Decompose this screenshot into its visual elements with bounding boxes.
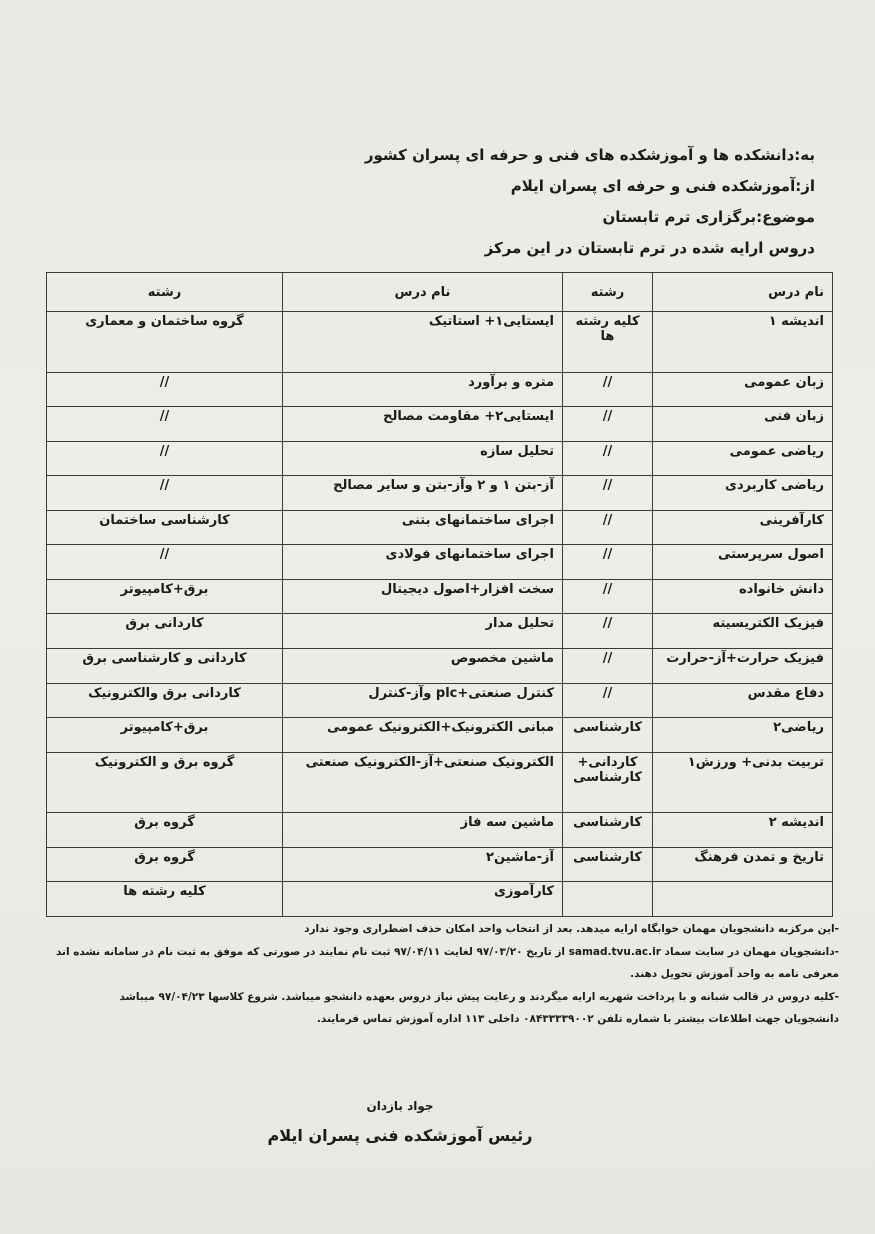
major-cell: // bbox=[563, 372, 653, 407]
course-name-cell: زبان عمومی bbox=[653, 372, 833, 407]
major-cell: کارشناسی bbox=[563, 813, 653, 848]
major-cell: کاردانی+ کارشناسی bbox=[563, 752, 653, 813]
table-row bbox=[47, 510, 833, 545]
notes-section bbox=[0, 918, 839, 1031]
major-cell: کارشناسی bbox=[563, 718, 653, 753]
course-name-cell: دانش خانواده bbox=[653, 579, 833, 614]
table-row bbox=[47, 545, 833, 580]
major-cell: کاردانی برق والکترونیک bbox=[47, 683, 283, 718]
course-name-cell: فیزیک الکتریسیته bbox=[653, 614, 833, 649]
table-row bbox=[47, 683, 833, 718]
major-cell: // bbox=[47, 545, 283, 580]
table-row bbox=[47, 813, 833, 848]
course-name-cell: ایستایی۱+ استاتیک bbox=[283, 312, 563, 373]
note-line: -کلیه دروس در قالب شبانه و با پرداخت شهریه ارایه میگردند و رعایت پیش نیاز دروس بعهده دانشجو میباشد. شروع کلاسها ۹۷/۰۴/۲۳ میباشد bbox=[119, 990, 839, 1003]
note-line: -دانشجویان مهمان در سایت سماد samad.tvu.ac.ir از تاریخ ۹۷/۰۳/۲۰ لغایت ۹۷/۰۴/۱۱ ثبت نام نمایند در صورتی که موفق به ثبت نام در سامانه نشده اند bbox=[55, 945, 839, 958]
course-name-cell: اجرای ساختمانهای فولادی bbox=[283, 545, 563, 580]
major-cell: کارشناسی bbox=[563, 847, 653, 882]
major-cell: // bbox=[563, 649, 653, 684]
sender-line: از:آموزشکده فنی و حرفه ای پسران ایلام bbox=[510, 177, 815, 195]
table-row bbox=[47, 441, 833, 476]
course-name-cell: تحلیل سازه bbox=[283, 441, 563, 476]
header-course-name-1: نام درس bbox=[653, 273, 833, 312]
major-cell: // bbox=[47, 407, 283, 442]
course-name-cell: ماشین مخصوص bbox=[283, 649, 563, 684]
course-name-cell: زبان فنی bbox=[653, 407, 833, 442]
course-name-cell: متره و برآورد bbox=[283, 372, 563, 407]
major-cell: // bbox=[47, 476, 283, 511]
table-row bbox=[47, 407, 833, 442]
intro-line: دروس ارایه شده در ترم تابستان در این مرکز bbox=[484, 239, 815, 257]
recipient-line: به:دانشکده ها و آموزشکده های فنی و حرفه ای پسران کشور bbox=[364, 146, 815, 164]
major-cell: کاردانی برق bbox=[47, 614, 283, 649]
major-cell: // bbox=[563, 510, 653, 545]
letter-header bbox=[55, 140, 815, 264]
courses-table bbox=[46, 272, 833, 917]
table-row bbox=[47, 649, 833, 684]
course-name-cell: تاریخ و تمدن فرهنگ bbox=[653, 847, 833, 882]
course-name-cell: مبانی الکترونیک+الکترونیک عمومی bbox=[283, 718, 563, 753]
signer-title: رئیس آموزشکده فنی پسران ایلام bbox=[267, 1126, 533, 1145]
major-cell: // bbox=[563, 545, 653, 580]
table-row bbox=[47, 847, 833, 882]
major-cell: برق+کامپیوتر bbox=[47, 579, 283, 614]
course-name-cell: آز-ماشین۲ bbox=[283, 847, 563, 882]
header-major-2: رشته bbox=[47, 273, 283, 312]
note-line: -این مرکزبه دانشجویان مهمان خوابگاه ارایه میدهد. بعد از انتخاب واحد امکان حذف اضطراری وجود ندارد bbox=[304, 923, 839, 935]
major-cell: گروه برق bbox=[47, 847, 283, 882]
table-row bbox=[47, 718, 833, 753]
major-cell: کارشناسی ساختمان bbox=[47, 510, 283, 545]
course-name-cell: دفاع مقدس bbox=[653, 683, 833, 718]
major-cell: // bbox=[563, 441, 653, 476]
course-name-cell: الکترونیک صنعتی+آز-الکترونیک صنعتی bbox=[283, 752, 563, 813]
table-row bbox=[47, 614, 833, 649]
course-name-cell: اندیشه ۱ bbox=[653, 312, 833, 373]
course-name-cell: تربیت بدنی+ ورزش۱ bbox=[653, 752, 833, 813]
major-cell: گروه برق bbox=[47, 813, 283, 848]
major-cell: کلیه رشته ها bbox=[47, 882, 283, 917]
signature-block bbox=[250, 1094, 550, 1154]
course-name-cell: اصول سرپرستی bbox=[653, 545, 833, 580]
course-name-cell: ریاضی۲ bbox=[653, 718, 833, 753]
major-cell: // bbox=[47, 441, 283, 476]
major-cell bbox=[563, 882, 653, 917]
course-name-cell bbox=[653, 882, 833, 917]
major-cell: // bbox=[563, 579, 653, 614]
course-name-cell: اندیشه ۲ bbox=[653, 813, 833, 848]
course-name-cell: فیزیک حرارت+آز-حرارت bbox=[653, 649, 833, 684]
course-name-cell: کنترل صنعتی+plc وآز-کنترل bbox=[283, 683, 563, 718]
course-name-cell: ایستایی۲+ مقاومت مصالح bbox=[283, 407, 563, 442]
note-line: معرفی نامه به واحد آموزش تحویل دهند. bbox=[630, 968, 839, 980]
major-cell: گروه برق و الکترونیک bbox=[47, 752, 283, 813]
major-cell: // bbox=[563, 407, 653, 442]
major-cell: // bbox=[563, 614, 653, 649]
course-name-cell: ریاضی عمومی bbox=[653, 441, 833, 476]
course-name-cell: ریاضی کاربردی bbox=[653, 476, 833, 511]
table-row bbox=[47, 752, 833, 813]
course-name-cell: کارآفرینی bbox=[653, 510, 833, 545]
major-cell: // bbox=[47, 372, 283, 407]
course-name-cell: اجرای ساختمانهای بتنی bbox=[283, 510, 563, 545]
note-line: دانشجویان جهت اطلاعات بیشتر با شماره تلفن ۰۸۴۳۳۳۳۹۰۰۲ داخلی ۱۱۳ اداره آموزش تماس فرمایند. bbox=[316, 1013, 839, 1025]
table-row bbox=[47, 312, 833, 373]
table-header-row bbox=[47, 273, 833, 312]
subject-line: موضوع:برگزاری ترم تابستان bbox=[602, 208, 815, 226]
major-cell: گروه ساختمان و معماری bbox=[47, 312, 283, 373]
table-row bbox=[47, 579, 833, 614]
major-cell: برق+کامپیوتر bbox=[47, 718, 283, 753]
major-cell: // bbox=[563, 683, 653, 718]
major-cell: // bbox=[563, 476, 653, 511]
course-name-cell: آز-بتن ۱ و ۲ وآز-بتن و سایر مصالح bbox=[283, 476, 563, 511]
signer-name: جواد بازدان bbox=[366, 1099, 434, 1113]
course-name-cell: سخت افزار+اصول دیجیتال bbox=[283, 579, 563, 614]
major-cell: کلیه رشته ها bbox=[563, 312, 653, 373]
course-name-cell: تحلیل مدار bbox=[283, 614, 563, 649]
table-row bbox=[47, 882, 833, 917]
header-major-1: رشته bbox=[563, 273, 653, 312]
header-course-name-2: نام درس bbox=[283, 273, 563, 312]
course-name-cell: ماشین سه فاز bbox=[283, 813, 563, 848]
major-cell: کاردانی و کارشناسی برق bbox=[47, 649, 283, 684]
table-row bbox=[47, 476, 833, 511]
courses-table-body bbox=[47, 312, 833, 917]
course-name-cell: کارآموزی bbox=[283, 882, 563, 917]
table-row bbox=[47, 372, 833, 407]
